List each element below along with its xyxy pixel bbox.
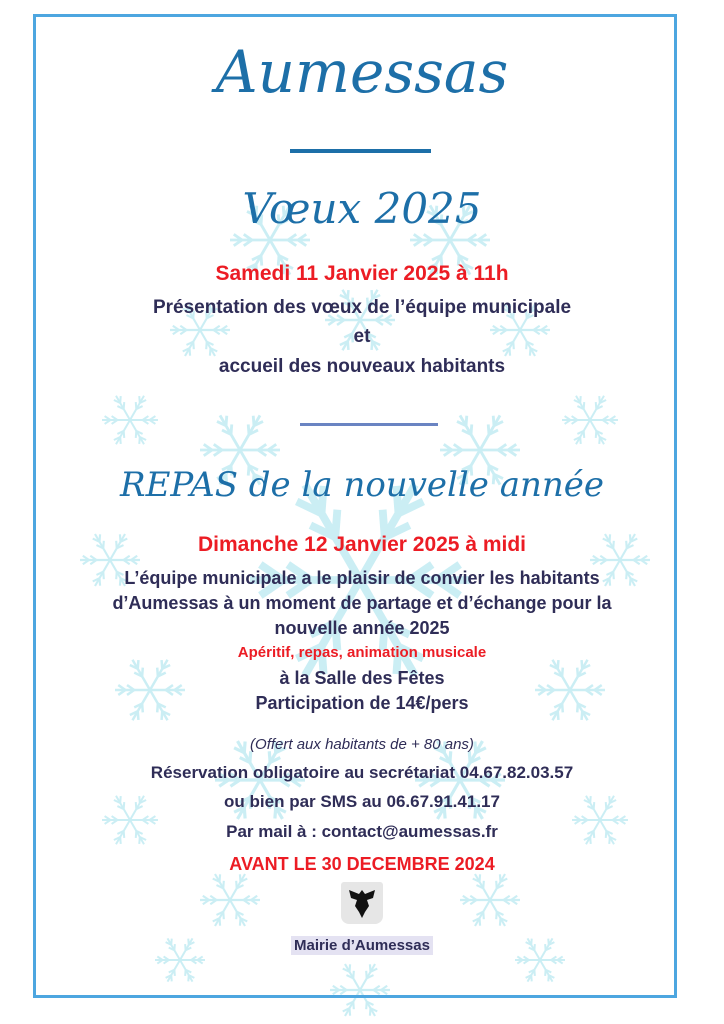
reservation-phone: Réservation obligatoire au secrétariat 04.67.82.03.57: [150, 763, 574, 782]
repas-venue: à la Salle des Fêtes: [279, 668, 445, 688]
repas-intro-line: d’Aumessas à un moment de partage et d’échange pour la: [112, 593, 612, 613]
repas-heading: REPAS de la nouvelle année: [119, 465, 605, 505]
voeux-line: et: [353, 326, 371, 347]
voeux-heading: Vœux 2025: [242, 184, 482, 233]
divider: [300, 423, 438, 426]
page-border: [33, 14, 677, 998]
voeux-line: Présentation des vœux de l’équipe municipale: [152, 297, 572, 318]
repas-intro-line: nouvelle année 2025: [274, 618, 450, 638]
reservation-mail: Par mail à : contact@aumessas.fr: [226, 822, 498, 841]
repas-program: Apéritif, repas, animation musicale: [237, 644, 487, 661]
reservation-sms: ou bien par SMS au 06.67.91.41.17: [224, 792, 500, 811]
signature: Mairie d’Aumessas: [291, 936, 433, 955]
coat-of-arms-icon: [341, 882, 383, 924]
repas-intro-line: L’équipe municipale a le plaisir de convier les habitants: [124, 568, 600, 588]
page-title: Aumessas: [215, 38, 509, 106]
repas-date: Dimanche 12 Janvier 2025 à midi: [197, 533, 526, 556]
deadline: AVANT LE 30 DECEMBRE 2024: [229, 854, 495, 874]
divider: [290, 149, 431, 153]
voeux-line: accueil des nouveaux habitants: [218, 356, 506, 377]
repas-price: Participation de 14€/pers: [255, 693, 469, 713]
repas-offer: (Offert aux habitants de + 80 ans): [250, 736, 474, 753]
voeux-date: Samedi 11 Janvier 2025 à 11h: [215, 262, 509, 285]
